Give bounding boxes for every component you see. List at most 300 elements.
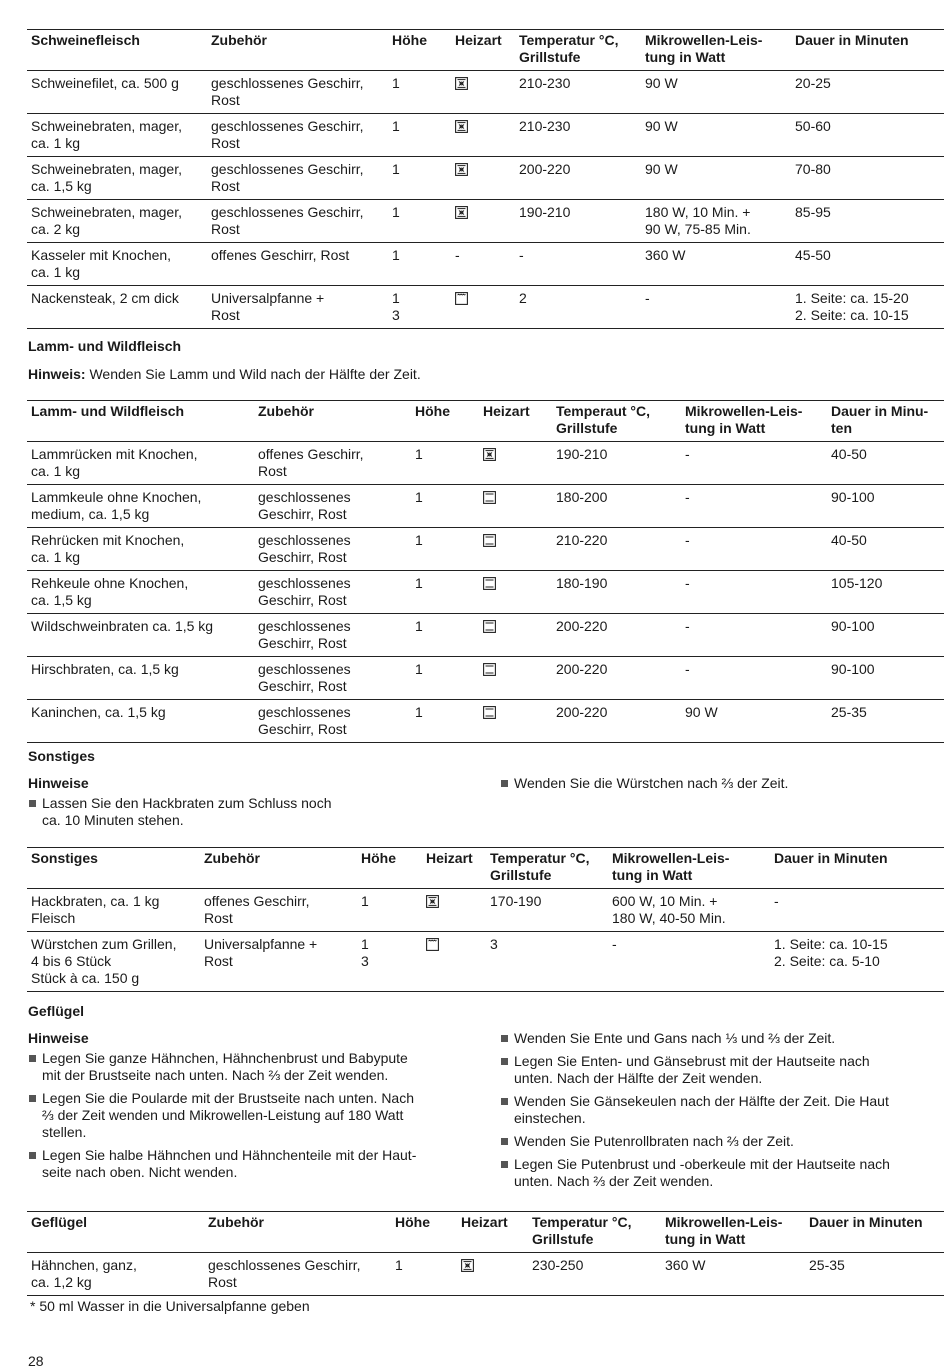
cell-text: 3 [490,936,498,952]
accessory-cell [204,1253,391,1296]
header-text: Zubehör [258,403,314,419]
header-text: Temperatur °C, Grillstufe [519,32,619,65]
cell-text: 85-95 [795,204,831,220]
combi-icon [455,77,468,90]
cell-text: - [645,290,650,306]
header-text: Geflügel [31,1214,88,1230]
cell-text: 190-210 [556,446,608,462]
microwave-cell [641,243,791,286]
poultry-heading: Geflügel [28,1003,85,1019]
hint-item [500,1030,945,1047]
level-cell [388,286,451,329]
cell-text: geschlossenes Geschirr, Rost [211,75,364,108]
dish-cell [27,1253,204,1296]
level-cell [388,71,451,114]
heating-cell [479,442,552,485]
column-header [515,30,641,71]
microwave-cell [641,71,791,114]
cell-text: Wildschweinbraten ca. 1,5 kg [31,618,214,634]
cell-text: 1 [392,118,400,134]
microwave-cell [681,614,827,657]
cell-text: 90 W [685,704,718,720]
cell-text: offenes Geschirr, Rost [204,893,310,926]
microwave-cell [641,114,791,157]
table-row [27,614,944,657]
column-header [827,401,944,442]
temperature-cell [552,571,681,614]
table-row [27,1253,944,1296]
page-number: 28 [28,1353,44,1369]
header-text: Höhe [361,850,396,866]
header-text: Zubehör [204,850,260,866]
cell-text: 1 [415,661,423,677]
heating-cell [422,932,486,992]
column-header [791,30,944,71]
header-text: Sonstiges [31,850,98,866]
cell-text: 90 W [645,75,678,91]
poultry-hints-right [500,1030,945,1196]
accessory-cell [207,114,388,157]
accessory-cell [254,657,411,700]
level-cell [388,243,451,286]
cell-text: geschlossenes Geschirr, Rost [258,661,351,694]
cell-text: Kasseler mit Knochen, ca. 1 kg [31,247,172,280]
cell-text: 40-50 [831,532,867,548]
cell-text: Schweinebraten, mager, ca. 1,5 kg [31,161,182,194]
duration-cell [805,1253,944,1296]
cell-text: 180 W, 10 Min. + 90 W, 75-85 Min. [645,204,751,237]
header-text: Zubehör [211,32,267,48]
cell-text: 40-50 [831,446,867,462]
column-header [200,848,357,889]
cell-text: Hähnchen, ganz, ca. 1,2 kg [31,1257,137,1290]
microwave-cell [681,700,827,743]
column-header [357,848,422,889]
cell-text: 230-250 [532,1257,584,1273]
cell-text: - [685,532,690,548]
hint-text: Legen Sie Enten- und Gänsebrust mit der Hautseite nach unten. Nach der Hälfte der Zeit wenden. [514,1053,870,1086]
cell-text: - [774,893,779,909]
misc-hints-heading: Hinweise [28,775,89,791]
table-row [27,932,944,992]
bullet-square-icon [501,780,508,787]
cell-text: 25-35 [831,704,867,720]
header-text: Dauer in Minuten [809,1214,923,1230]
hint-text: Legen Sie ganze Hähnchen, Hähnchenbrust und Babypute mit der Brustseite nach unten. Nach ⅔ der Zeit wenden. [42,1050,408,1083]
cell-text: geschlossenes Geschirr, Rost [211,118,364,151]
heating-cell [422,889,486,932]
level-cell [391,1253,457,1296]
microwave-cell [608,932,770,992]
temperature-cell [528,1253,661,1296]
cell-text: 1 [361,893,369,909]
header-row [27,401,944,442]
header-text: Höhe [395,1214,430,1230]
column-header [27,1212,204,1253]
cell-text: 1 [392,75,400,91]
grill-icon [426,938,439,951]
header-text: Temperatur °C, Grillstufe [490,850,590,883]
cell-text: 210-230 [519,75,571,91]
hint-text: Legen Sie die Poularde mit der Brustseite nach unten. Nach ⅔ der Zeit wenden und Mikrowellen-Leistung auf 180 Watt stellen. [42,1090,415,1140]
header-text: Mikrowellen-Leis- tung in Watt [645,32,763,65]
topbottom-icon [483,663,496,676]
table-row [27,157,944,200]
heating-cell [479,571,552,614]
microwave-cell [681,442,827,485]
microwave-cell [641,157,791,200]
level-cell [411,657,479,700]
header-row [27,1212,944,1253]
cell-text: 105-120 [831,575,883,591]
microwave-cell [641,200,791,243]
combi-icon [455,206,468,219]
cell-text: offenes Geschirr, Rost [211,247,350,263]
column-header [552,401,681,442]
hint-text: Legen Sie Putenbrust und -oberkeule mit der Hautseite nach unten. Nach ⅔ der Zeit wenden. [514,1156,890,1189]
hint-text: Lassen Sie den Hackbraten zum Schluss noch ca. 10 Minuten stehen. [42,795,332,828]
column-header [254,401,411,442]
cell-text: 45-50 [795,247,831,263]
column-header [608,848,770,889]
header-text: Heizart [455,32,502,48]
column-header [805,1212,944,1253]
topbottom-icon [483,620,496,633]
level-cell [388,114,451,157]
duration-cell [791,157,944,200]
cell-text: 90-100 [831,661,875,677]
temperature-cell [552,614,681,657]
cell-text: geschlossenes Geschirr, Rost [258,532,351,565]
table-row [27,200,944,243]
level-cell [411,614,479,657]
grill-icon [455,292,468,305]
duration-cell [770,932,944,992]
temperature-cell [515,157,641,200]
table-row [27,114,944,157]
topbottom-icon [483,491,496,504]
column-header [422,848,486,889]
cell-text: 1 [392,161,400,177]
lamb-heading: Lamm- und Wildfleisch [28,338,182,354]
heating-cell [451,114,515,157]
header-text: Mikrowellen-Leis- tung in Watt [685,403,803,436]
header-text: Heizart [426,850,473,866]
duration-cell [827,528,944,571]
column-header [770,848,944,889]
cell-text: Lammrücken mit Knochen, ca. 1 kg [31,446,198,479]
accessory-cell [254,571,411,614]
cell-text: - [685,575,690,591]
misc-heading: Sonstiges [28,748,95,764]
duration-cell [791,243,944,286]
accessory-cell [254,700,411,743]
table-row [27,528,944,571]
dish-cell [27,286,207,329]
dish-cell [27,614,254,657]
hint-item [500,1156,945,1190]
cell-text: 1 [395,1257,403,1273]
hint-item [500,1093,945,1127]
hint-item [28,1090,488,1141]
temperature-cell [552,700,681,743]
cell-text: 1 [415,618,423,634]
table-header [27,848,944,889]
column-header [479,401,552,442]
heating-cell [479,485,552,528]
table-body [27,1253,944,1296]
dish-cell [27,114,207,157]
column-header [528,1212,661,1253]
misc-hints-left [28,795,488,835]
column-header [486,848,608,889]
microwave-cell [681,571,827,614]
cell-text: Hirschbraten, ca. 1,5 kg [31,661,179,677]
topbottom-icon [483,534,496,547]
heating-cell [451,243,515,286]
combi-icon [426,895,439,908]
temperature-cell [486,932,608,992]
level-cell [411,442,479,485]
bullet-square-icon [29,1055,36,1062]
dish-cell [27,571,254,614]
hint-item [28,1147,488,1181]
accessory-cell [207,200,388,243]
duration-cell [827,571,944,614]
cell-text: 90 W [645,161,678,177]
temperature-cell [552,485,681,528]
table-body [27,442,944,743]
column-header [457,1212,528,1253]
cell-text: 200-220 [556,618,608,634]
accessory-cell [207,71,388,114]
dish-cell [27,485,254,528]
duration-cell [770,889,944,932]
level-cell [357,932,422,992]
table-row [27,286,944,329]
column-header [204,1212,391,1253]
cell-text: 90-100 [831,489,875,505]
table-row [27,889,944,932]
poultry-hints-left [28,1050,488,1187]
cell-text: 1 [415,532,423,548]
accessory-cell [207,243,388,286]
header-text: Temperaut °C, Grillstufe [556,403,651,436]
cell-text: geschlossenes Geschirr, Rost [211,204,364,237]
duration-cell [827,485,944,528]
header-text: Temperatur °C, Grillstufe [532,1214,632,1247]
cell-text: 1 3 [361,936,369,969]
cell-text: geschlossenes Geschirr, Rost [208,1257,361,1290]
heating-cell [451,157,515,200]
column-header [661,1212,805,1253]
cell-text: - [685,446,690,462]
cell-text: 50-60 [795,118,831,134]
duration-cell [791,200,944,243]
misc-table [27,847,944,992]
temperature-cell [552,657,681,700]
cell-text: 600 W, 10 Min. + 180 W, 40-50 Min. [612,893,726,926]
cell-text: geschlossenes Geschirr, Rost [258,618,351,651]
cell-text: 25-35 [809,1257,845,1273]
note-label: Hinweis: [28,366,86,382]
cell-text: Universalpfanne + Rost [211,290,325,323]
hint-text: Wenden Sie Putenrollbraten nach ⅔ der Zeit. [514,1133,794,1149]
cell-text: geschlossenes Geschirr, Rost [258,704,351,737]
cell-text: 1. Seite: ca. 10-15 2. Seite: ca. 5-10 [774,936,888,969]
hint-item [500,775,940,792]
microwave-cell [681,657,827,700]
temperature-cell [515,243,641,286]
cell-text: 1 [415,489,423,505]
level-cell [357,889,422,932]
accessory-cell [200,889,357,932]
duration-cell [827,657,944,700]
table-row [27,657,944,700]
duration-cell [827,700,944,743]
header-text: Mikrowellen-Leis- tung in Watt [612,850,730,883]
heating-cell [479,528,552,571]
cell-text: 1 [415,704,423,720]
table-body [27,889,944,992]
poultry-table [27,1211,944,1296]
cell-text: - [685,661,690,677]
hint-text: Legen Sie halbe Hähnchen und Hähnchenteile mit der Haut- seite nach oben. Nicht wenden. [42,1147,417,1180]
table-header [27,30,944,71]
cell-text: 1. Seite: ca. 15-20 2. Seite: ca. 10-15 [795,290,909,323]
level-cell [388,200,451,243]
dish-cell [27,528,254,571]
table-row [27,700,944,743]
accessory-cell [254,528,411,571]
cell-text: 1 [392,247,400,263]
level-cell [411,528,479,571]
header-text: Schweinefleisch [31,32,140,48]
cell-text: Kaninchen, ca. 1,5 kg [31,704,166,720]
lamb-note [28,366,421,383]
cell-text: Universalpfanne + Rost [204,936,318,969]
dish-cell [27,157,207,200]
cell-text: 90 W [645,118,678,134]
pork-table [27,29,944,329]
cell-text: 1 [392,204,400,220]
microwave-cell [681,485,827,528]
cell-text: 360 W [645,247,686,263]
cell-text: 1 3 [392,290,400,323]
dish-cell [27,442,254,485]
duration-cell [791,71,944,114]
cell-text: 170-190 [490,893,542,909]
temperature-cell [515,200,641,243]
temperature-cell [515,114,641,157]
topbottom-icon [483,706,496,719]
bullet-square-icon [29,800,36,807]
heating-cell [451,71,515,114]
hint-text: Wenden Sie Ente und Gans nach ⅓ und ⅔ der Zeit. [514,1030,836,1046]
temperature-cell [515,71,641,114]
header-text: Dauer in Minuten [795,32,909,48]
cell-text: 1 [415,446,423,462]
dish-cell [27,700,254,743]
temperature-cell [486,889,608,932]
column-header [411,401,479,442]
column-header [27,848,200,889]
heating-cell [457,1253,528,1296]
cell-text: geschlossenes Geschirr, Rost [258,575,351,608]
dish-cell [27,932,200,992]
bullet-square-icon [501,1138,508,1145]
level-cell [388,157,451,200]
header-text: Heizart [461,1214,508,1230]
cell-text: Nackensteak, 2 cm dick [31,290,179,306]
header-text: Heizart [483,403,530,419]
header-row [27,30,944,71]
combi-icon [483,448,496,461]
bullet-square-icon [501,1098,508,1105]
heating-cell [479,700,552,743]
header-text: Dauer in Minu- ten [831,403,929,436]
accessory-cell [200,932,357,992]
column-header [207,30,388,71]
level-cell [411,485,479,528]
hint-item [28,1050,488,1084]
hint-text: Wenden Sie Gänsekeulen nach der Hälfte der Zeit. Die Haut einstechen. [514,1093,889,1126]
cell-text: Schweinebraten, mager, ca. 2 kg [31,204,182,237]
table-header [27,1212,944,1253]
column-header [27,401,254,442]
lamb-table [27,400,944,743]
cell-text: 1 [415,575,423,591]
cell-text: - [685,489,690,505]
accessory-cell [254,485,411,528]
accessory-cell [254,442,411,485]
cell-text: 200-220 [556,704,608,720]
level-cell [411,571,479,614]
cell-text: 190-210 [519,204,571,220]
cell-text: 70-80 [795,161,831,177]
table-row [27,243,944,286]
microwave-cell [681,528,827,571]
cell-text: 20-25 [795,75,831,91]
poultry-hints-heading: Hinweise [28,1030,89,1046]
table-row [27,442,944,485]
temperature-cell [552,528,681,571]
header-text: Höhe [415,403,450,419]
dish-cell [27,200,207,243]
table-row [27,71,944,114]
duration-cell [791,114,944,157]
cell-text: - [455,247,460,263]
temperature-cell [552,442,681,485]
accessory-cell [254,614,411,657]
duration-cell [827,614,944,657]
misc-hints-right [500,775,940,798]
bullet-square-icon [29,1095,36,1102]
table-row [27,571,944,614]
cell-text: 2 [519,290,527,306]
cell-text: 360 W [665,1257,706,1273]
dish-cell [27,243,207,286]
hint-text: Wenden Sie die Würstchen nach ⅔ der Zeit. [514,775,789,791]
topbottom-icon [483,577,496,590]
header-text: Höhe [392,32,427,48]
header-text: Mikrowellen-Leis- tung in Watt [665,1214,783,1247]
temperature-cell [515,286,641,329]
column-header [451,30,515,71]
dish-cell [27,657,254,700]
hint-item [500,1053,945,1087]
column-header [391,1212,457,1253]
